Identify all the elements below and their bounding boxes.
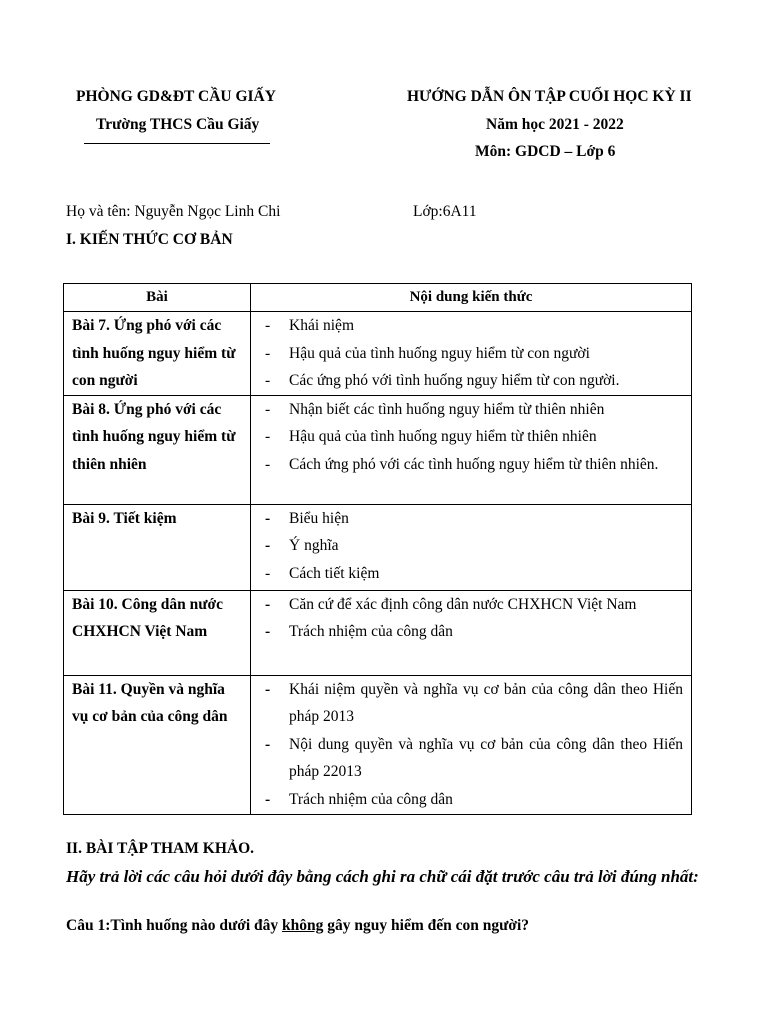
question-1-suffix: gây nguy hiểm đến con người? xyxy=(323,917,530,934)
table-row xyxy=(64,312,692,396)
item-text: Căn cứ để xác định công dân nước CHXHCN Việt Nam xyxy=(289,595,637,613)
bold-dash-marker: - xyxy=(265,790,271,808)
item-text: Trách nhiệm của công dân xyxy=(289,623,453,640)
lesson-cell: Bài 9. Tiết kiệm xyxy=(64,504,251,590)
dash-marker: - xyxy=(265,344,271,362)
content-cell xyxy=(251,675,692,814)
bold-dash-marker: - xyxy=(265,680,271,698)
table-row xyxy=(64,675,692,814)
knowledge-table xyxy=(63,283,692,815)
dash-marker: - xyxy=(265,428,271,445)
section-2-title: II. BÀI TẬP THAM KHẢO. xyxy=(66,840,255,857)
item-text: Cách tiết kiệm xyxy=(289,564,380,582)
content-cell xyxy=(251,395,692,504)
lesson-cell: Bài 8. Ứng phó với các tình huống nguy hiểm từ thiên nhiên xyxy=(64,395,251,504)
list-item xyxy=(251,367,691,395)
item-text: Hậu quả của tình huống nguy hiểm từ thiên nhiên xyxy=(289,428,597,445)
lesson-cell: Bài 11. Quyền và nghĩa vụ cơ bản của công dân xyxy=(64,675,251,814)
item-text: Khái niệm xyxy=(289,317,354,334)
student-name: Họ và tên: Nguyễn Ngọc Linh Chi xyxy=(66,203,281,220)
school-year: Năm học 2021 - 2022 xyxy=(486,116,624,133)
list-item xyxy=(251,340,691,368)
column-header-lesson: Bài xyxy=(64,284,251,312)
item-text: Hậu quả của tình huống nguy hiểm từ con người xyxy=(289,344,590,362)
lesson-cell: Bài 7. Ứng phó với các tình huống nguy hiểm từ con người xyxy=(64,312,251,396)
student-class: Lớp:6A11 xyxy=(413,203,477,220)
list-item xyxy=(251,676,691,731)
question-1-prefix: Câu 1:Tình huống nào dưới đây xyxy=(66,917,283,934)
table-row xyxy=(64,590,692,675)
list-item xyxy=(251,312,691,340)
bold-dash-marker: - xyxy=(265,537,271,554)
list-item xyxy=(251,423,691,451)
column-header-content: Nội dung kiến thức xyxy=(251,284,692,312)
dash-marker: - xyxy=(265,455,271,473)
list-item xyxy=(251,786,691,814)
item-text: Nhận biết các tình huống nguy hiểm từ thiên nhiên xyxy=(289,400,605,418)
table-row xyxy=(64,395,692,504)
subject-line: Môn: GDCD – Lớp 6 xyxy=(475,143,616,160)
school-name: Trường THCS Cầu Giấy xyxy=(96,116,260,133)
question-1-emphasis: không xyxy=(282,917,324,934)
content-cell xyxy=(251,312,692,396)
item-text: Khái niệm quyền và nghĩa vụ cơ bản của công dân theo Hiến pháp 2013 xyxy=(289,680,683,725)
bold-dash-marker: - xyxy=(265,509,271,527)
item-text: Các ứng phó với tình huống nguy hiểm từ con người. xyxy=(289,372,620,389)
bold-dash-marker: - xyxy=(265,735,271,753)
content-cell xyxy=(251,590,692,675)
question-1 xyxy=(66,917,529,935)
list-item xyxy=(251,591,691,619)
department-name: PHÒNG GD&ĐT CẦU GIẤY xyxy=(76,88,276,105)
item-text: Cách ứng phó với các tình huống nguy hiểm từ thiên nhiên. xyxy=(289,455,659,473)
table-row xyxy=(64,504,692,590)
exercise-instruction: Hãy trả lời các câu hỏi dưới đây bằng cách ghi ra chữ cái đặt trước câu trả lời đúng nhất: xyxy=(66,867,699,886)
dash-marker: - xyxy=(265,564,271,582)
list-item xyxy=(251,532,691,560)
list-item xyxy=(251,451,691,479)
header-divider xyxy=(84,143,270,144)
document-title: HƯỚNG DẪN ÔN TẬP CUỐI HỌC KỲ II xyxy=(407,88,692,105)
content-cell xyxy=(251,504,692,590)
section-1-title: I. KIẾN THỨC CƠ BẢN xyxy=(66,231,233,248)
bold-dash-marker: - xyxy=(265,623,271,640)
table-header-row xyxy=(64,284,692,312)
list-item xyxy=(251,396,691,424)
list-item xyxy=(251,618,691,646)
dash-marker: - xyxy=(265,400,271,418)
item-text: Ý nghĩa xyxy=(289,537,339,554)
list-item xyxy=(251,505,691,533)
bold-dash-marker: - xyxy=(265,595,271,613)
dash-marker: - xyxy=(265,372,271,389)
list-item xyxy=(251,731,691,786)
item-text: Biểu hiện xyxy=(289,509,349,527)
list-item xyxy=(251,560,691,588)
item-text: Trách nhiệm của công dân xyxy=(289,790,453,808)
item-text: Nội dung quyền và nghĩa vụ cơ bản của công dân theo Hiến pháp 22013 xyxy=(289,735,683,780)
dash-marker: - xyxy=(265,317,271,334)
lesson-cell: Bài 10. Công dân nước CHXHCN Việt Nam xyxy=(64,590,251,675)
